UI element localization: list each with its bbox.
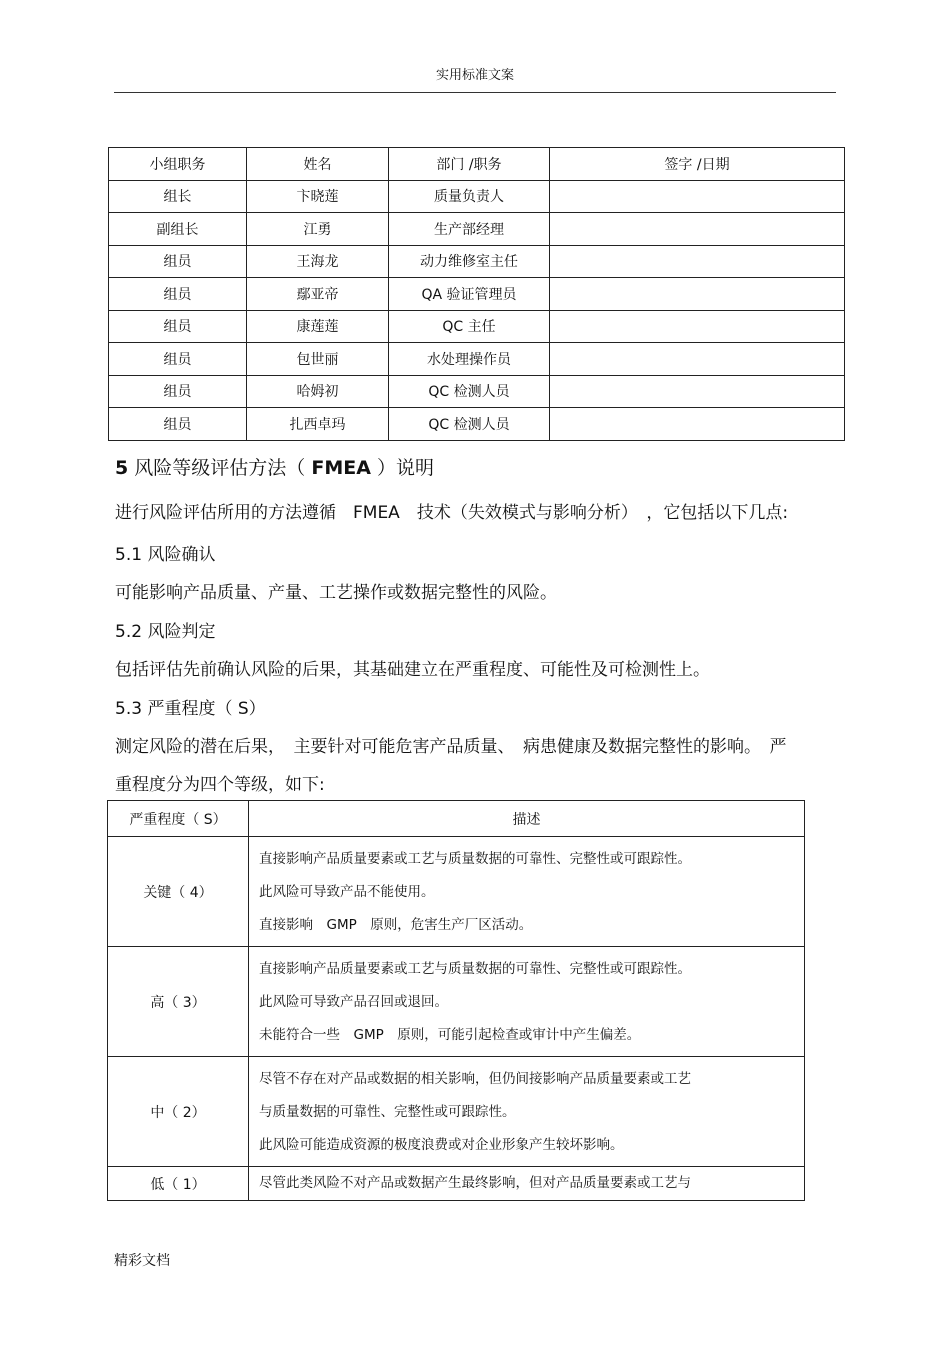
department-cell: QC 检测人员 [389,375,550,408]
header-role: 小组职务 [109,148,247,181]
section-5-3-text-2: 重程度分为四个等级，如下: [115,775,325,795]
description-line: 此风险可导致产品不能使用。 [259,884,435,900]
severity-row [108,947,805,1057]
section-5-1-heading: 5.1 风险确认 [115,545,216,565]
role-cell: 组长 [109,180,247,213]
header-signature: 签字 /日期 [550,148,845,181]
section-5-1-text: 可能影响产品质量、产量、工艺操作或数据完整性的风险。 [115,583,557,603]
name-cell: 康莲莲 [247,310,389,343]
severity-row [108,837,805,947]
description-line: 直接影响 GMP 原则，危害生产厂区活动。 [259,917,533,933]
section-5-3-heading: 5.3 严重程度（ S） [115,699,266,719]
header-severity: 严重程度（ S） [108,801,249,837]
header-description: 描述 [249,801,805,837]
severity-table [107,800,805,1201]
section-5-intro: 进行风险评估所用的方法遵循 FMEA 技术（失效模式与影响分析） ，它包括以下几点: [115,503,789,523]
table-row [109,408,845,441]
department-cell: QC 检测人员 [389,408,550,441]
severity-level-cell: 高（ 3） [108,947,249,1057]
section-5-title-fmea: FMEA [311,457,371,479]
severity-description-cell [249,837,805,947]
role-cell: 组员 [109,245,247,278]
severity-level-cell: 中（ 2） [108,1057,249,1167]
table-row [109,245,845,278]
signature-cell [550,375,845,408]
signature-cell [550,213,845,246]
role-cell: 组员 [109,375,247,408]
header-name: 姓名 [247,148,389,181]
description-line: 尽管此类风险不对产品或数据产生最终影响，但对产品质量要素或工艺与 [259,1175,691,1191]
role-cell: 组员 [109,408,247,441]
signature-cell [550,343,845,376]
description-line: 与质量数据的可靠性、完整性或可跟踪性。 [259,1104,516,1120]
department-cell: 水处理操作员 [389,343,550,376]
name-cell: 包世丽 [247,343,389,376]
team-table-header-row [109,148,845,181]
severity-row [108,1057,805,1167]
signature-cell [550,278,845,311]
name-cell: 江勇 [247,213,389,246]
signature-cell [550,180,845,213]
name-cell: 鄢亚帝 [247,278,389,311]
description-line: 未能符合一些 GMP 原则，可能引起检查或审计中产生偏差。 [259,1027,641,1043]
table-row [109,180,845,213]
table-row [109,278,845,311]
severity-description-cell [249,1167,805,1201]
section-5-3-text-1: 测定风险的潜在后果， 主要针对可能危害产品质量、 病患健康及数据完整性的影响。 严 [115,737,787,757]
description-line: 直接影响产品质量要素或工艺与质量数据的可靠性、完整性或可跟踪性。 [259,961,691,977]
department-cell: 生产部经理 [389,213,550,246]
department-cell: 动力维修室主任 [389,245,550,278]
role-cell: 组员 [109,310,247,343]
section-5-title-c: ）说明 [376,457,434,479]
severity-row [108,1167,805,1201]
severity-level-cell: 关键（ 4） [108,837,249,947]
name-cell: 王海龙 [247,245,389,278]
description-line: 此风险可导致产品召回或退回。 [259,994,448,1010]
role-cell: 副组长 [109,213,247,246]
table-row [109,213,845,246]
name-cell: 扎西卓玛 [247,408,389,441]
department-cell: QC 主任 [389,310,550,343]
signature-cell [550,408,845,441]
department-cell: QA 验证管理员 [389,278,550,311]
name-cell: 哈姆初 [247,375,389,408]
section-5-2-text: 包括评估先前确认风险的后果，其基础建立在严重程度、可能性及可检测性上。 [115,660,710,680]
role-cell: 组员 [109,343,247,376]
section-5-title-a: 风险等级评估方法（ [134,457,306,479]
role-cell: 组员 [109,278,247,311]
department-cell: 质量负责人 [389,180,550,213]
name-cell: 卞晓莲 [247,180,389,213]
table-row [109,343,845,376]
section-5-2-heading: 5.2 风险判定 [115,622,216,642]
section-5-number: 5 [115,457,129,479]
signature-cell [550,310,845,343]
severity-level-cell: 低（ 1） [108,1167,249,1201]
description-line: 尽管不存在对产品或数据的相关影响，但仍间接影响产品质量要素或工艺 [259,1071,691,1087]
severity-table-header-row [108,801,805,837]
description-line: 此风险可能造成资源的极度浪费或对企业形象产生较坏影响。 [259,1137,624,1153]
severity-description-cell [249,947,805,1057]
section-5-heading [115,453,434,480]
page-footer: 精彩文档 [114,1253,170,1269]
table-row [109,310,845,343]
table-row [109,375,845,408]
signature-cell [550,245,845,278]
page-header: 实用标准文案 [114,66,836,93]
description-line: 直接影响产品质量要素或工艺与质量数据的可靠性、完整性或可跟踪性。 [259,851,691,867]
team-table [108,147,845,441]
header-department: 部门 /职务 [389,148,550,181]
severity-description-cell [249,1057,805,1167]
